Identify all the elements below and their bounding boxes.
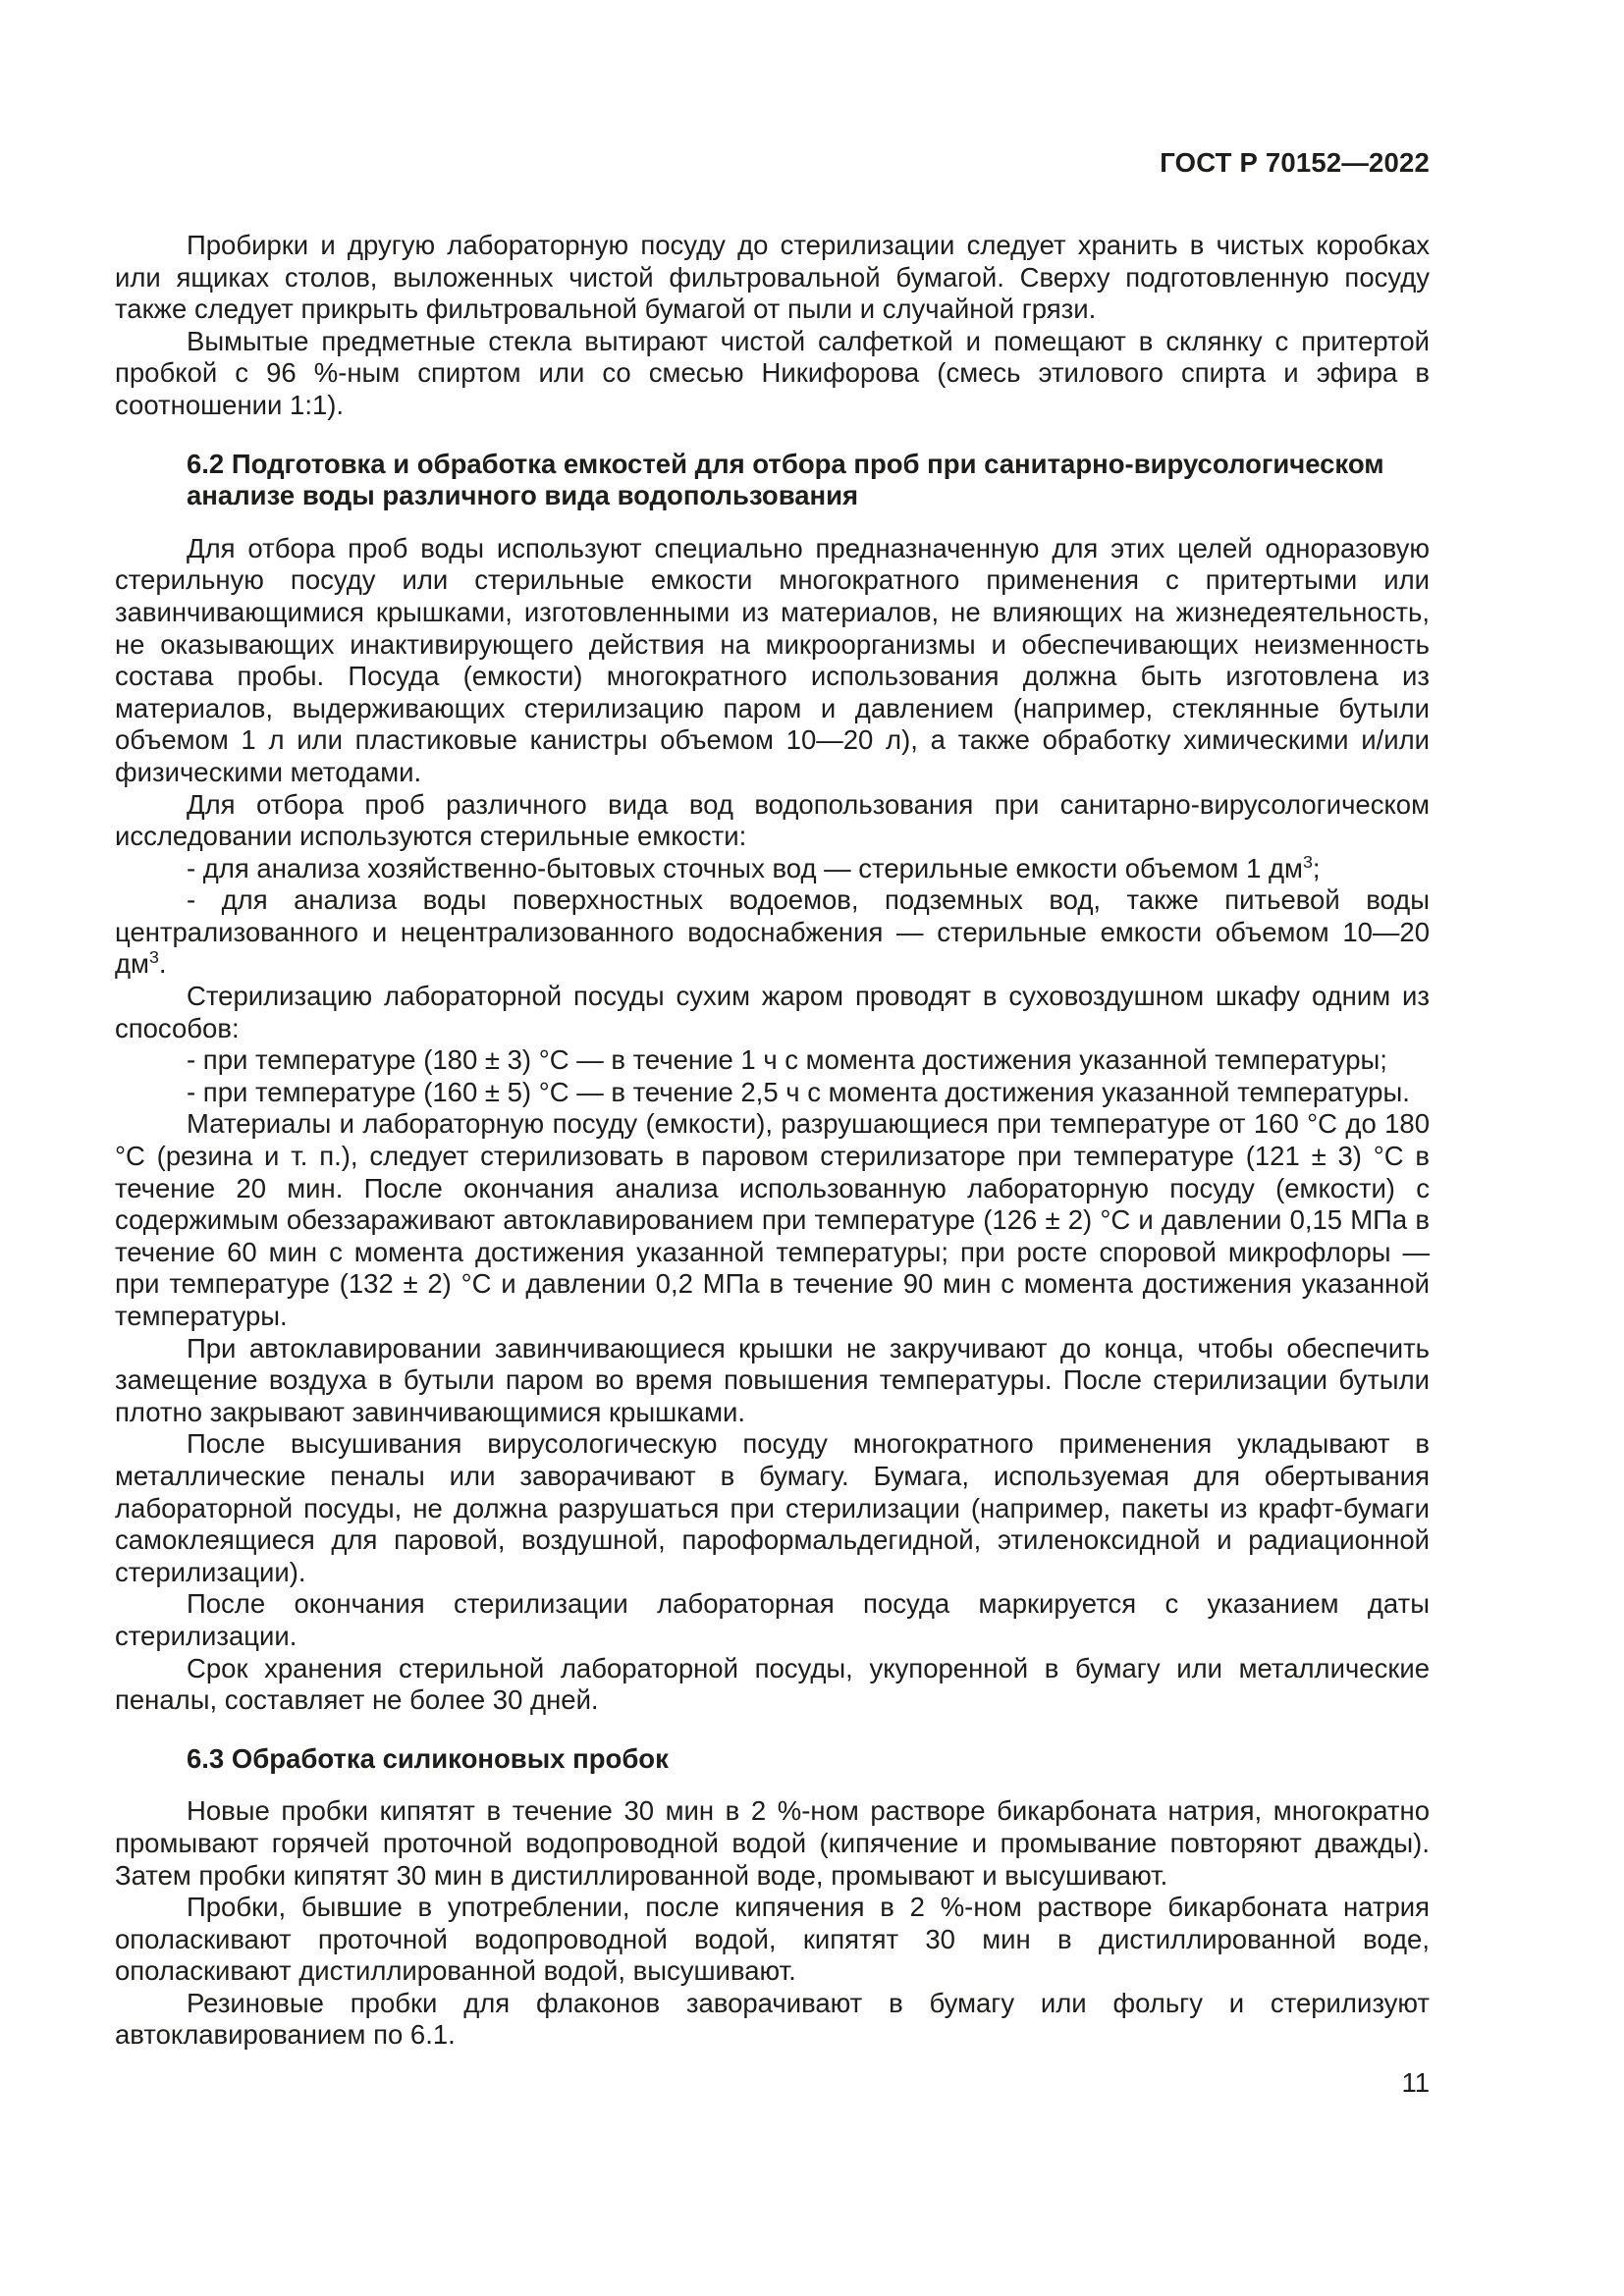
list-item-temp-160: - при температуре (160 ± 5) °С — в течение 2,5 ч с момента достижения указанной температуры. xyxy=(187,1076,1410,1107)
paragraph-containers: Для отбора проб воды используют специально предназначенную для этих целей одноразовую стерильную посуду или стерильные емкости многократного применения с притертыми или завинчивающимися крышками, изготовленными из материалов, не влияющих на жизнедеятельность, не оказывающих инактивирующего действия на микроорганизмы и обеспечивающих неизменность состава пробы. Посуда (емкости) многократного использования должна быть изготовлена из материалов, выдерживающих стерилизацию паром и давлением (например, стеклянные бутыли объемом 1 л или пластиковые канистры объемом 10—20 л), а также обработку химическими и/или физическими методами. xyxy=(115,532,1430,787)
paragraph-used-stoppers: Пробки, бывшие в употреблении, после кипячения в 2 %-ном растворе бикарбоната натрия ополаскивают проточной водопроводной водой, кипятят 30 мин в дистиллированной воде, ополаскивают дистиллированной водой, высушивают. xyxy=(115,1892,1430,1987)
section-heading-6-2: 6.2 Подготовка и обработка емкостей для отбора проб при санитарно-вирусологическом анализе воды различного вида водопользования xyxy=(187,448,1384,511)
paragraph-dry-heat: Стерилизацию лабораторной посуды сухим жаром проводят в суховоздушном шкафу одним из способов: xyxy=(115,981,1430,1043)
list-item-surface-water-text: - для анализа воды поверхностных водоемов, подземных вод, также питьевой воды централизованного и нецентрализованного водоснабжения — стерильные емкости объемом 10—20 дм xyxy=(115,884,1430,980)
list-item-sewage-text: - для анализа хозяйственно-бытовых сточных вод — стерильные емкости объемом 1 дм xyxy=(187,852,1303,883)
page-number: 11 xyxy=(1401,2067,1430,2098)
list-item-temp-180: - при температуре (180 ± 3) °С — в течение 1 ч с момента достижения указанной температуры; xyxy=(187,1044,1387,1076)
paragraph-storage: Пробирки и другую лабораторную посуду до стерилизации следует хранить в чистых коробках или ящиках столов, выложенных чистой фильтровальной бумагой. Сверху подготовленную посуду также следует прикрыть фильтровальной бумагой от пыли и случайной грязи. xyxy=(115,230,1430,325)
paragraph-materials: Материалы и лабораторную посуду (емкости), разрушающиеся при температуре от 160 °С до 180 °С (резина и т. п.), следует стерилизовать в паровом стерилизаторе при температуре (121 ± 3) °С в течение 20 мин. После окончания анализа использованную лабораторную посуду (емкости) с содержимым обеззараживают автоклавированием при температуре (126 ± 2) °С и давлении 0,15 МПа в течение 60 мин с момента достижения указанной температуры; при росте споровой микрофлоры — при температуре (132 ± 2) °С и давлении 0,2 МПа в течение 90 мин с момента достижения указанной температуры. xyxy=(115,1108,1430,1331)
list-item-surface-water xyxy=(115,884,1430,981)
paragraph-new-stoppers: Новые пробки кипятят в течение 30 мин в 2 %-ном растворе бикарбоната натрия, многократно промывают горячей проточной водопроводной водой (кипячение и промывание повторяют дважды). Затем пробки кипятят 30 мин в дистиллированной воде, промывают и высушивают. xyxy=(115,1795,1430,1891)
standard-code-header: ГОСТ Р 70152—2022 xyxy=(1160,147,1430,178)
list-item-sewage xyxy=(115,853,1430,885)
list-item-surface-water-tail: . xyxy=(158,948,167,980)
page-body xyxy=(115,230,1430,2052)
list-item-sewage-tail: ; xyxy=(1312,852,1321,883)
paragraph-autoclave-caps: При автоклавировании завинчивающиеся крышки не закручивают до конца, чтобы обеспечить замещение воздуха в бутыли паром во время повышения температуры. После стерилизации бутыли плотно закрывают завинчивающимися крышками. xyxy=(115,1332,1430,1427)
paragraph-marking: После окончания стерилизации лабораторная посуда маркируется с указанием даты стерилизации. xyxy=(115,1588,1430,1651)
superscript-cubed: 3 xyxy=(148,947,159,968)
superscript-cubed: 3 xyxy=(1302,851,1313,872)
paragraph-drying: После высушивания вирусологическую посуду многократного применения укладывают в металлические пеналы или заворачивают в бумагу. Бумага, используемая для обертывания лабораторной посуды, не должна разрушаться при стерилизации (например, пакеты из крафт-бумаги самоклеящиеся для паровой, воздушной, пароформальдегидной, этиленоксидной и радиационной стерилизации). xyxy=(115,1428,1430,1587)
paragraph-slides: Вымытые предметные стекла вытирают чистой салфеткой и помещают в склянку с притертой пробкой с 96 %-ным спиртом или со смесью Никифорова (смесь этилового спирта и эфира в соотношении 1:1). xyxy=(115,325,1430,420)
paragraph-shelf-life: Срок хранения стерильной лабораторной посуды, укупоренной в бумагу или металлические пеналы, составляет не более 30 дней. xyxy=(115,1652,1430,1716)
paragraph-rubber-stoppers: Резиновые пробки для флаконов заворачивают в бумагу или фольгу и стерилизуют автоклавированием по 6.1. xyxy=(115,1987,1430,2051)
paragraph-sampling-intro: Для отбора проб различного вида вод водопользования при санитарно-вирусологическом исследовании используются стерильные емкости: xyxy=(115,788,1430,852)
section-heading-6-3: 6.3 Обработка силиконовых пробок xyxy=(187,1742,669,1774)
